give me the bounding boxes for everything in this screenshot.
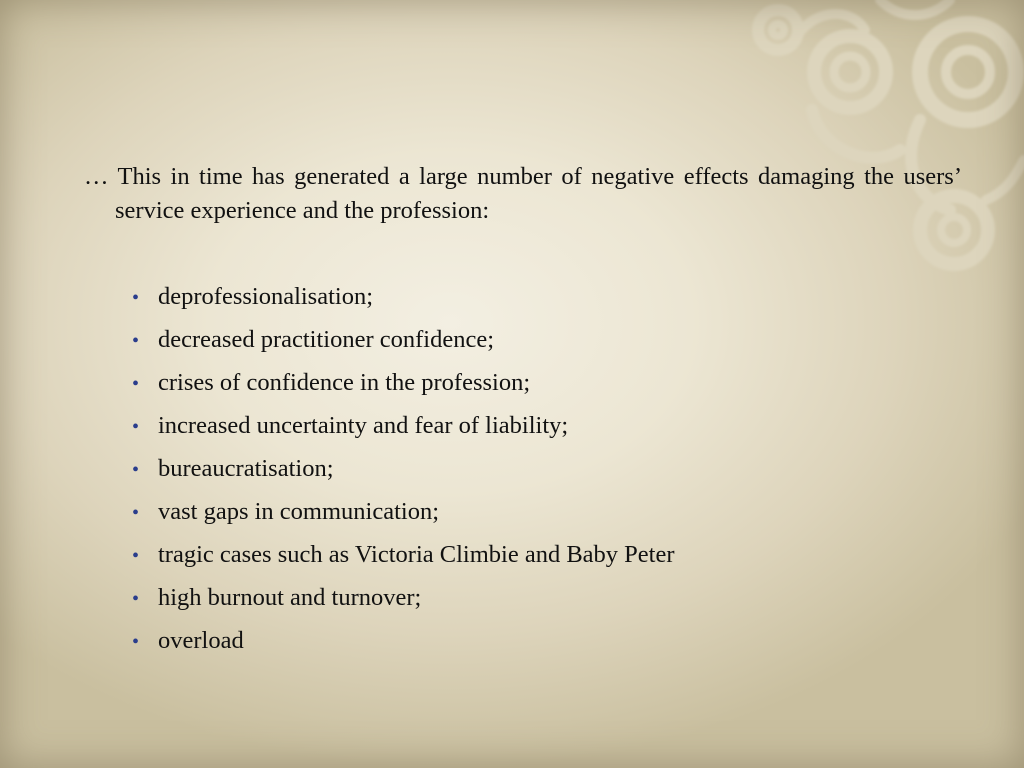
bullet-icon: • bbox=[132, 416, 140, 438]
list-item bbox=[132, 534, 962, 577]
list-item bbox=[132, 620, 962, 663]
bullet-list bbox=[84, 276, 962, 663]
list-item bbox=[132, 448, 962, 491]
list-item-text: crises of confidence in the profession; bbox=[158, 369, 531, 396]
list-item-text: deprofessionalisation; bbox=[158, 283, 374, 310]
bullet-icon: • bbox=[132, 545, 140, 567]
list-item-text: overload bbox=[158, 627, 244, 654]
list-item-text: high burnout and turnover; bbox=[158, 584, 422, 611]
list-item bbox=[132, 405, 962, 448]
bullet-icon: • bbox=[132, 631, 140, 653]
bullet-icon: • bbox=[132, 287, 140, 309]
list-item bbox=[132, 319, 962, 362]
list-item bbox=[132, 362, 962, 405]
bullet-icon: • bbox=[132, 588, 140, 610]
bullet-icon: • bbox=[132, 373, 140, 395]
list-item-text: vast gaps in communication; bbox=[158, 498, 440, 525]
list-item-text: increased uncertainty and fear of liability; bbox=[158, 412, 569, 439]
list-item bbox=[132, 276, 962, 319]
bullet-icon: • bbox=[132, 459, 140, 481]
bullet-icon: • bbox=[132, 502, 140, 524]
list-item-text: decreased practitioner confidence; bbox=[158, 326, 495, 353]
list-item bbox=[132, 491, 962, 534]
list-item-text: tragic cases such as Victoria Climbie and Baby Peter bbox=[158, 541, 675, 568]
list-item bbox=[132, 577, 962, 620]
bullet-icon: • bbox=[132, 330, 140, 352]
list-item-text: bureaucratisation; bbox=[158, 455, 334, 482]
intro-paragraph: … This in time has generated a large number of negative effects damaging the users’ service experience and the profession: bbox=[84, 163, 962, 224]
slide-body bbox=[84, 160, 962, 663]
